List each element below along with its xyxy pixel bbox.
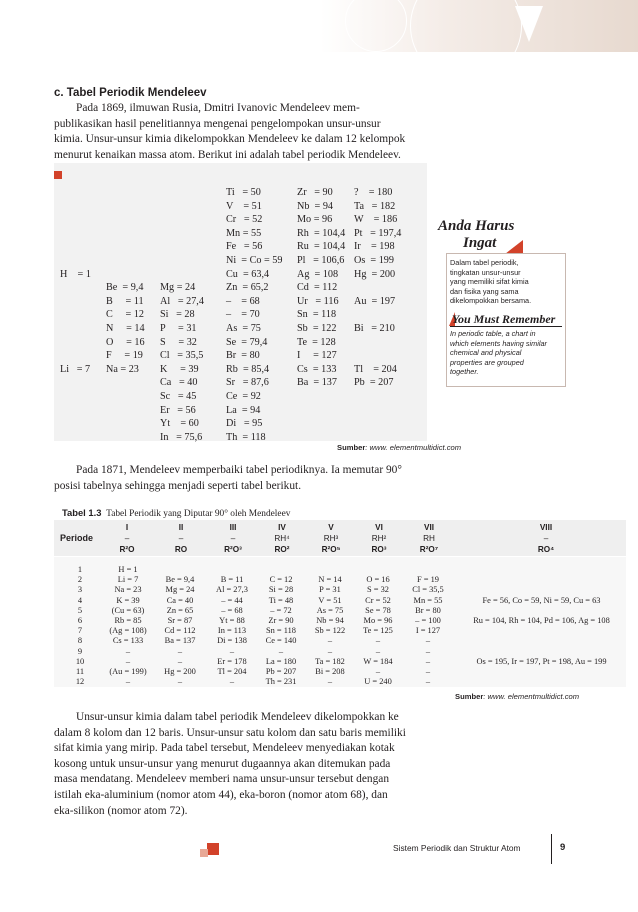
- table1-cell: Ru = 104,4: [297, 241, 346, 253]
- group-cell: Ce = 140: [265, 636, 297, 646]
- table1-cell: As = 75: [226, 323, 261, 334]
- footer-running-title: Sistem Periodik dan Struktur Atom: [393, 843, 521, 853]
- group-cell: Te = 125: [363, 626, 393, 636]
- sidebar-en-line: which elements having similar: [450, 338, 547, 348]
- group-header-formula: R²O⁵: [321, 545, 341, 554]
- period-number: 8: [77, 636, 83, 646]
- table1-cell: Pb = 207: [354, 377, 394, 389]
- group-cell: Pb = 207: [265, 667, 297, 677]
- mid-line-1: Pada 1871, Mendeleev memperbaiki tabel periodiknya. Ia memutar 90°: [76, 464, 402, 476]
- period-number: 6: [77, 616, 83, 626]
- sidebar-title: Anda Harus: [438, 218, 515, 234]
- table1-cell: Hg = 200: [354, 268, 396, 280]
- table1-cell: I = 127: [297, 350, 337, 362]
- group-cell: –: [425, 667, 431, 677]
- group-cell: O = 16: [366, 575, 390, 585]
- header-wedge-decoration: [515, 6, 543, 42]
- group-cell: Bi = 208: [315, 667, 345, 677]
- table13-body: [54, 557, 626, 687]
- period-number: 2: [77, 575, 83, 585]
- table1-cell: – = 70: [226, 309, 260, 321]
- group-cell: –: [375, 636, 381, 646]
- table1-cell: Yt = 60: [160, 418, 199, 430]
- sidebar-english-text: [450, 329, 562, 377]
- group-cell: S = 32: [367, 585, 389, 595]
- group-cell: –: [425, 646, 431, 656]
- group-cell: Nb = 94: [316, 616, 344, 625]
- period-number: 4: [77, 595, 83, 605]
- sidebar-divider: [450, 326, 562, 327]
- group-cell: Rb = 85: [114, 616, 142, 626]
- group-header-num: VI: [375, 523, 383, 532]
- table1-cell: Te = 128: [297, 336, 336, 348]
- group-cell: –: [278, 646, 284, 656]
- group-cell: As = 75: [316, 605, 344, 615]
- group-cell: La = 180: [265, 656, 297, 666]
- group-cell: Sr = 87: [167, 616, 193, 625]
- table1-cell: La = 94: [226, 404, 261, 416]
- table1-cell: Ur = 116: [297, 295, 339, 307]
- group-cell: Cr = 52: [365, 595, 391, 605]
- group-column: [100, 565, 156, 687]
- table1-cell: Ir = 198: [354, 241, 395, 253]
- group-cell: –: [425, 636, 431, 646]
- table1-cell: Na = 23: [106, 363, 139, 375]
- table1-cell: O = 16: [106, 336, 145, 348]
- table1-source-label: Sumber: [337, 443, 366, 452]
- table1-cell: Ni = Co = 59: [226, 255, 283, 266]
- group-header-num: VII: [423, 523, 434, 532]
- group-cell: Mo = 96: [363, 616, 393, 625]
- mid-line-2: posisi tabelnya sehingga menjadi seperti tabel berikut.: [54, 479, 302, 492]
- group-header-formula: R²O⁷: [419, 545, 439, 554]
- table1-cell: H = 1: [60, 268, 91, 280]
- group-header-dash: –: [124, 534, 130, 543]
- closing-line-3: sifat kimia yang mirip. Pada tabel tersebut, Mendeleev menyediakan kotak: [54, 742, 395, 755]
- table1-cell: Zn = 65,2: [226, 282, 269, 294]
- period-number: 10: [75, 656, 85, 666]
- group-cell: Li = 7: [117, 575, 139, 585]
- table1-cell: Sc = 45: [160, 391, 197, 402]
- group-header-formula: RO⁴: [537, 545, 555, 554]
- table1-cell: Se = 79,4: [226, 336, 268, 348]
- period-number: 3: [77, 585, 83, 595]
- table1-cell: Ti = 50: [226, 187, 261, 198]
- group-header-num: I: [125, 523, 129, 532]
- group-cell: I = 127: [415, 626, 441, 636]
- group-cell: Mn = 55: [413, 595, 443, 605]
- group-header-num: III: [229, 523, 237, 532]
- page-number: 9: [560, 842, 566, 853]
- table1-cell: W = 186: [354, 214, 398, 226]
- table1-cell: Zr = 90: [297, 187, 333, 198]
- group-cell: Di = 138: [217, 636, 247, 646]
- table1-cell: Th = 118: [226, 431, 266, 443]
- group-cell: –: [375, 646, 381, 656]
- table13-caption: [62, 507, 290, 519]
- sidebar-text-line: tingkatan unsur-unsur: [450, 267, 521, 277]
- group-cell: Si = 28: [268, 585, 294, 595]
- group-cell: Cd = 112: [164, 626, 196, 636]
- group-cell: Se = 78: [365, 605, 391, 615]
- group8-row6: Ru = 104, Rh = 104, Pd = 106, Ag = 108: [473, 616, 610, 625]
- group-cell: –: [125, 646, 131, 656]
- group-header-dash: RH: [423, 534, 435, 543]
- table1-cell: ? = 180: [354, 187, 393, 198]
- table1-cell: Cu = 63,4: [226, 268, 270, 280]
- group-header-formula: R²O³: [224, 545, 242, 554]
- group-column: [255, 565, 307, 687]
- table1-cell: C = 12: [106, 309, 145, 321]
- group-header-dash: RH³: [323, 534, 339, 543]
- group-column: [402, 565, 454, 687]
- table1-cell: Rb = 85,4: [226, 363, 270, 375]
- group-header-formula: RO³: [371, 545, 387, 554]
- group-cell: Al = 27,3: [216, 585, 248, 595]
- group-cell: Tl = 204: [217, 667, 247, 677]
- group-cell: –: [229, 677, 235, 687]
- group-cell: N = 14: [318, 575, 342, 585]
- table1-cell: Rh = 104,4: [297, 227, 346, 239]
- table1-cell: Pt = 197,4: [354, 227, 402, 239]
- group-cell: (Ag = 108): [109, 626, 147, 636]
- footer-red-square: [207, 843, 219, 855]
- footer-pink-square: [200, 849, 208, 857]
- group-cell: Na = 23: [114, 585, 142, 595]
- table1-cell: B = 11: [106, 295, 144, 307]
- group-cell: Hg = 200: [164, 667, 196, 677]
- table1-cell: Ta = 182: [354, 200, 396, 212]
- group-cell: –: [425, 656, 431, 666]
- table1-cell: Cr = 52: [226, 214, 263, 226]
- table13-header: [54, 520, 626, 556]
- sidebar-remember-title: You Must Remember: [452, 312, 556, 326]
- table1-cell: Si = 28: [160, 309, 195, 321]
- group-cell: Zr = 90: [268, 616, 294, 625]
- footer-rule: [551, 834, 552, 864]
- table1-cell: Cl = 35,5: [160, 350, 204, 362]
- sidebar-box: [446, 253, 566, 387]
- table13-caption-label: Tabel 1.3: [62, 507, 102, 518]
- group-header-dash: –: [178, 534, 184, 543]
- group-column: [352, 565, 404, 687]
- closing-line-4: kosong untuk unsur-unsur yang menurut dugaannya akan ditemukan pada: [54, 757, 391, 770]
- closing-paragraph: [54, 710, 426, 819]
- group-cell: Zn = 65: [166, 605, 194, 615]
- period-number: 5: [77, 605, 83, 615]
- sidebar-en-line: chemical and physical: [450, 348, 522, 358]
- period-number: 1: [77, 565, 83, 574]
- group-cell: U = 240: [364, 677, 392, 687]
- group-cell: –: [327, 636, 333, 646]
- intro-line-4: menurut kenaikan massa atom. Berikut ini adalah tabel periodik Mendeleev.: [54, 148, 401, 161]
- sidebar-subtitle: Ingat: [463, 235, 497, 251]
- group-header-dash: –: [230, 534, 236, 543]
- table1-cell: Er = 56: [160, 404, 196, 416]
- period-number: 7: [77, 626, 83, 636]
- group-cell: [154, 565, 206, 575]
- table1-cell: Di = 95: [226, 418, 263, 430]
- group-cell: –: [125, 677, 131, 687]
- group-cell: Sb = 122: [314, 626, 346, 636]
- table1-source-url: : www. elementmultidict.com: [365, 443, 462, 452]
- sidebar-red-flag: [505, 240, 523, 254]
- table1-cell: Nb = 94: [297, 200, 334, 212]
- period-header: Periode: [60, 533, 94, 543]
- intro-line-3: kimia. Unsur-unsur kimia dikelompokkan Mendeleev ke dalam 12 kelompok: [54, 133, 406, 146]
- group-header-dash: RH²: [371, 534, 387, 543]
- section-title: c. Tabel Periodik Mendeleev: [54, 87, 207, 99]
- group-cell: Ta = 182: [315, 656, 345, 666]
- table1-cell: Os = 199: [354, 255, 394, 266]
- group-header-num: V: [328, 523, 334, 532]
- group-header-formula: R²O: [119, 545, 135, 554]
- group-cell: –: [177, 677, 183, 687]
- table1-cell: Bi = 210: [354, 323, 395, 334]
- group-cell: Br = 80: [415, 605, 441, 615]
- group-cell: Th = 231: [265, 677, 297, 687]
- red-square-marker: [54, 171, 62, 179]
- closing-line-7: eka-silikon (nomor atom 72).: [54, 804, 188, 817]
- table1-cell: Mn = 55: [226, 227, 262, 239]
- group-cell: P = 31: [319, 585, 341, 595]
- intro-paragraph: [54, 101, 426, 163]
- group-cell: Yt = 88: [219, 616, 245, 625]
- group-cell: – = 44: [221, 595, 243, 605]
- table1-cell: S = 32: [160, 336, 197, 348]
- group-cell: –: [425, 677, 431, 687]
- period-number: 12: [75, 677, 85, 687]
- group-cell: –: [327, 677, 333, 687]
- group-cell: [206, 565, 258, 575]
- intro-line-1: Pada 1869, ilmuwan Rusia, Dmitri Ivanovic Mendeleev mem-: [76, 102, 360, 114]
- closing-line-1: Unsur-unsur kimia dalam tabel periodik Mendeleev dikelompokkan ke: [76, 711, 399, 723]
- group-cell: –: [375, 667, 381, 677]
- table1-source: [337, 443, 461, 452]
- group-cell: [352, 565, 404, 575]
- group-cell: Be = 9,4: [165, 575, 195, 585]
- table1-cell: Li = 7: [60, 363, 91, 375]
- group-header-num: II: [178, 523, 184, 532]
- table1-cell: Cd = 112: [297, 282, 338, 294]
- sidebar-en-line: properties are grouped: [450, 357, 524, 367]
- table13-source-label: Sumber: [455, 692, 484, 701]
- sidebar-en-line: together.: [450, 367, 479, 377]
- table1-cell: Br = 80: [226, 350, 260, 362]
- group8-row10: Os = 195, Ir = 197, Pt = 198, Au = 199: [476, 656, 607, 666]
- mendeleev-table-1869: [54, 163, 427, 441]
- closing-line-5: masa mendatang. Mendeleev memberi nama unsur-unsur tersebut dengan: [54, 773, 390, 786]
- group-cell: –: [229, 646, 235, 656]
- table13-caption-text: Tabel Periodik yang Diputar 90° oleh Mendeleev: [106, 509, 291, 519]
- group-cell: H = 1: [118, 565, 138, 574]
- table1-cell: Cs = 133: [297, 363, 337, 375]
- sidebar-text-line: dan fisika yang sama: [450, 286, 519, 296]
- group-cell: W = 184: [363, 656, 393, 666]
- header-ring-decoration: [410, 0, 522, 82]
- table1-cell: Ce = 92: [226, 391, 261, 402]
- sidebar-en-line: In periodic table, a chart in: [450, 329, 536, 338]
- table1-cell: F = 19: [106, 350, 143, 362]
- table1-cell: Sn = 118: [297, 309, 337, 321]
- period-numbers-column: [68, 565, 92, 687]
- group-cell: –: [177, 646, 183, 656]
- sidebar-text-line: Dalam tabel periodik,: [450, 258, 519, 267]
- table1-cell: Al = 27,4: [160, 295, 204, 307]
- group-cell: In = 113: [217, 626, 247, 636]
- table13-source-url: : www. elementmultidict.com: [483, 692, 580, 701]
- group-cell: – = 100: [415, 616, 441, 625]
- closing-line-2: dalam 8 kolom dan 12 baris. Unsur-unsur satu kolom dan satu baris memiliki: [54, 726, 406, 739]
- table1-cell: Pl = 106,6: [297, 255, 345, 266]
- group-column: [304, 565, 356, 687]
- group-cell: B = 11: [220, 575, 244, 585]
- group-cell: Ba = 137: [164, 636, 196, 646]
- period-number: 9: [77, 646, 83, 656]
- group-column: [154, 565, 206, 687]
- table1-cell: Ag = 108: [297, 268, 339, 280]
- group-header-dash: RH⁴: [274, 534, 290, 543]
- sidebar-text-line: yang memiliki sifat kimia: [450, 277, 529, 287]
- group-header-num: IV: [278, 523, 286, 532]
- closing-line-6: istilah eka-aluminium (nomor atom 44), eka-boron (nomor atom 68), dan: [54, 788, 388, 801]
- intro-line: [54, 101, 426, 117]
- group-cell: Mg = 24: [165, 585, 195, 595]
- table1-cell: N = 14: [106, 323, 145, 334]
- table1-cell: Tl = 204: [354, 363, 397, 375]
- table1-cell: Be = 9,4: [106, 282, 144, 294]
- group-cell: –: [125, 656, 131, 666]
- group-cell: V = 51: [318, 595, 342, 605]
- group-cell: [402, 565, 454, 575]
- group-cell: (Cu = 63): [111, 605, 145, 615]
- table1-cell: K = 39: [160, 363, 199, 375]
- group-cell: F = 19: [417, 575, 439, 585]
- group-cell: K = 39: [116, 595, 140, 605]
- group-cell: –: [177, 656, 183, 666]
- group-header-formula: RO²: [274, 545, 290, 554]
- table1-cell: Ca = 40: [160, 377, 198, 389]
- table1-cell: Ba = 137: [297, 377, 337, 389]
- table13-source: [455, 692, 579, 701]
- group8-row4: Fe = 56, Co = 59, Ni = 59, Cu = 63: [482, 595, 601, 605]
- group-header-formula: RO: [174, 545, 188, 554]
- group-column: [206, 565, 258, 687]
- table1-cell: V = 51: [226, 200, 262, 212]
- period-number: 11: [75, 667, 85, 677]
- table1-cell: Fe = 56: [226, 241, 263, 253]
- table1-cell: Mo = 96: [297, 214, 333, 226]
- group-cell: – = 72: [270, 605, 292, 615]
- group-header-num: VIII: [539, 523, 553, 532]
- table1-cell: P = 31: [160, 323, 197, 334]
- group-cell: [255, 565, 307, 575]
- group-cell: – = 68: [221, 605, 243, 615]
- group-header-dash: –: [543, 534, 549, 543]
- table1-cell: Sb = 122: [297, 323, 337, 334]
- sidebar-text: [450, 258, 562, 306]
- group-cell: C = 12: [269, 575, 293, 585]
- table1-cell: In = 75,6: [160, 431, 203, 443]
- sidebar-text-line: dikelompokkan bersama.: [450, 296, 532, 306]
- table1-cell: – = 68: [226, 295, 260, 307]
- mid-paragraph: [54, 463, 426, 494]
- group-cell: Sn = 118: [265, 626, 296, 636]
- group-cell: [304, 565, 356, 575]
- group-cell: Er = 178: [217, 656, 247, 666]
- table1-cell: Sr = 87,6: [226, 377, 269, 389]
- group-cell: Cl = 35,5: [412, 585, 444, 595]
- intro-line-2: publikasikan hasil penelitiannya mengenai pengelompokan unsur-unsur: [54, 117, 381, 130]
- group-cell: Ti = 48: [268, 595, 294, 605]
- group-cell: –: [327, 646, 333, 656]
- group-cell: (Au = 199): [109, 667, 147, 677]
- group-cell: Cs = 133: [112, 636, 144, 646]
- group-cell: Ca = 40: [166, 595, 194, 605]
- table1-cell: Au = 197: [354, 295, 396, 307]
- table1-cell: Mg = 24: [160, 282, 196, 294]
